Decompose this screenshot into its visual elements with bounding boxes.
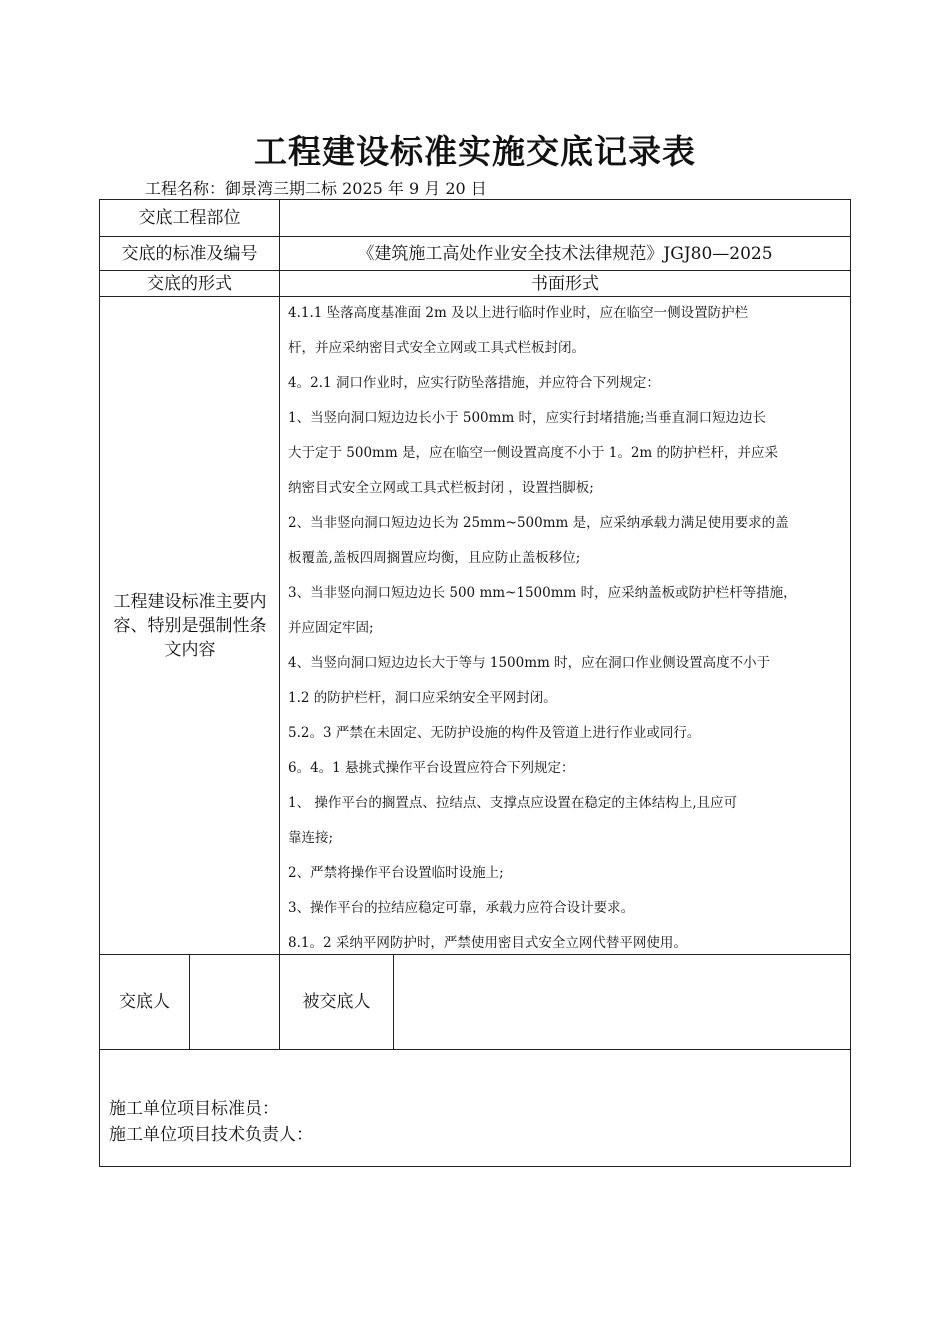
part-label: 交底工程部位	[138, 208, 241, 228]
content-line: 1、当竖向洞口短边边长小于 500mm 时，应实行封堵措施;当垂直洞口短边边长	[288, 410, 767, 426]
content-line: 5.2。3 严禁在未固定、无防护设施的构件及管道上进行作业或同行。	[288, 725, 701, 741]
standard-value: 《建筑施工高处作业安全技术法律规范》JGJ80—2025	[357, 243, 773, 264]
content-line: 2、严禁将操作平台设置临时设施上;	[288, 865, 504, 881]
content-line: 4、当竖向洞口短边边长大于等与 1500mm 时，应在洞口作业侧设置高度不小于	[288, 655, 771, 671]
content-line: 4。2.1 洞口作业时，应实行防坠落措施，并应符合下列规定：	[288, 375, 660, 391]
receiver-label: 被交底人	[302, 992, 371, 1012]
column-divider	[279, 199, 280, 1050]
row-divider	[99, 1049, 851, 1050]
content-line: 靠连接;	[288, 830, 334, 846]
content-label: 工程建设标准主要内容、特别是强制性条文内容	[113, 591, 267, 660]
content-line: 2、当非竖向洞口短边边长为 25mm~500mm 是，应采纳承载力满足使用要求的盖	[288, 515, 789, 531]
content-line: 6。4。1 悬挑式操作平台设置应符合下列规定：	[288, 760, 575, 776]
part-value	[280, 200, 850, 236]
table-border	[99, 1166, 851, 1167]
standard-label: 交底的标准及编号	[121, 243, 258, 264]
content-line: 并应固定牢固;	[288, 620, 374, 636]
content-line: 板覆盖,盖板四周搁置应均衡，且应防止盖板移位;	[288, 550, 581, 566]
content-line: 1、 操作平台的搁置点、拉结点、支撑点应设置在稳定的主体结构上,且应可	[288, 795, 738, 811]
content-line: 纳密目式安全立网或工具式栏板封闭 ，设置挡脚板;	[288, 480, 594, 496]
form-value: 书面形式	[531, 273, 599, 294]
content-line: 3、操作平台的拉结应稳定可靠，承载力应符合设计要求。	[288, 900, 635, 916]
sign-technical-lead: 施工单位项目技术负责人：	[109, 1125, 313, 1145]
content-line: 4.1.1 坠落高度基准面 2m 及以上进行临时作业时，应在临空一侧设置防护栏	[288, 305, 749, 321]
standard-content	[288, 296, 840, 961]
form-label: 交底的形式	[147, 273, 232, 294]
sign-standard-officer: 施工单位项目标准员：	[109, 1099, 279, 1119]
giver-value	[190, 955, 279, 1049]
receiver-value	[394, 955, 850, 1049]
content-line: 大于定于 500mm 是，应在临空一侧设置高度不小于 1。2m 的防护栏杆，并应采	[288, 445, 779, 461]
project-meta-line: 工程名称：御景湾三期二标 2025 年 9 月 20 日	[145, 179, 487, 198]
content-line: 杆，并应采纳密目式安全立网或工具式栏板封闭。	[288, 340, 585, 356]
content-line: 8.1。2 采纳平网防护时，严禁使用密目式安全立网代替平网使用。	[288, 935, 687, 951]
content-line: 1.2 的防护栏杆，洞口应采纳安全平网封闭。	[288, 690, 557, 706]
table-border	[850, 199, 851, 1167]
content-line: 3、当非竖向洞口短边边长 500 mm~1500mm 时，应采纳盖板或防护栏杆等措施，	[288, 585, 797, 601]
page-title: 工程建设标准实施交底记录表	[254, 132, 696, 171]
giver-label: 交底人	[119, 992, 170, 1012]
